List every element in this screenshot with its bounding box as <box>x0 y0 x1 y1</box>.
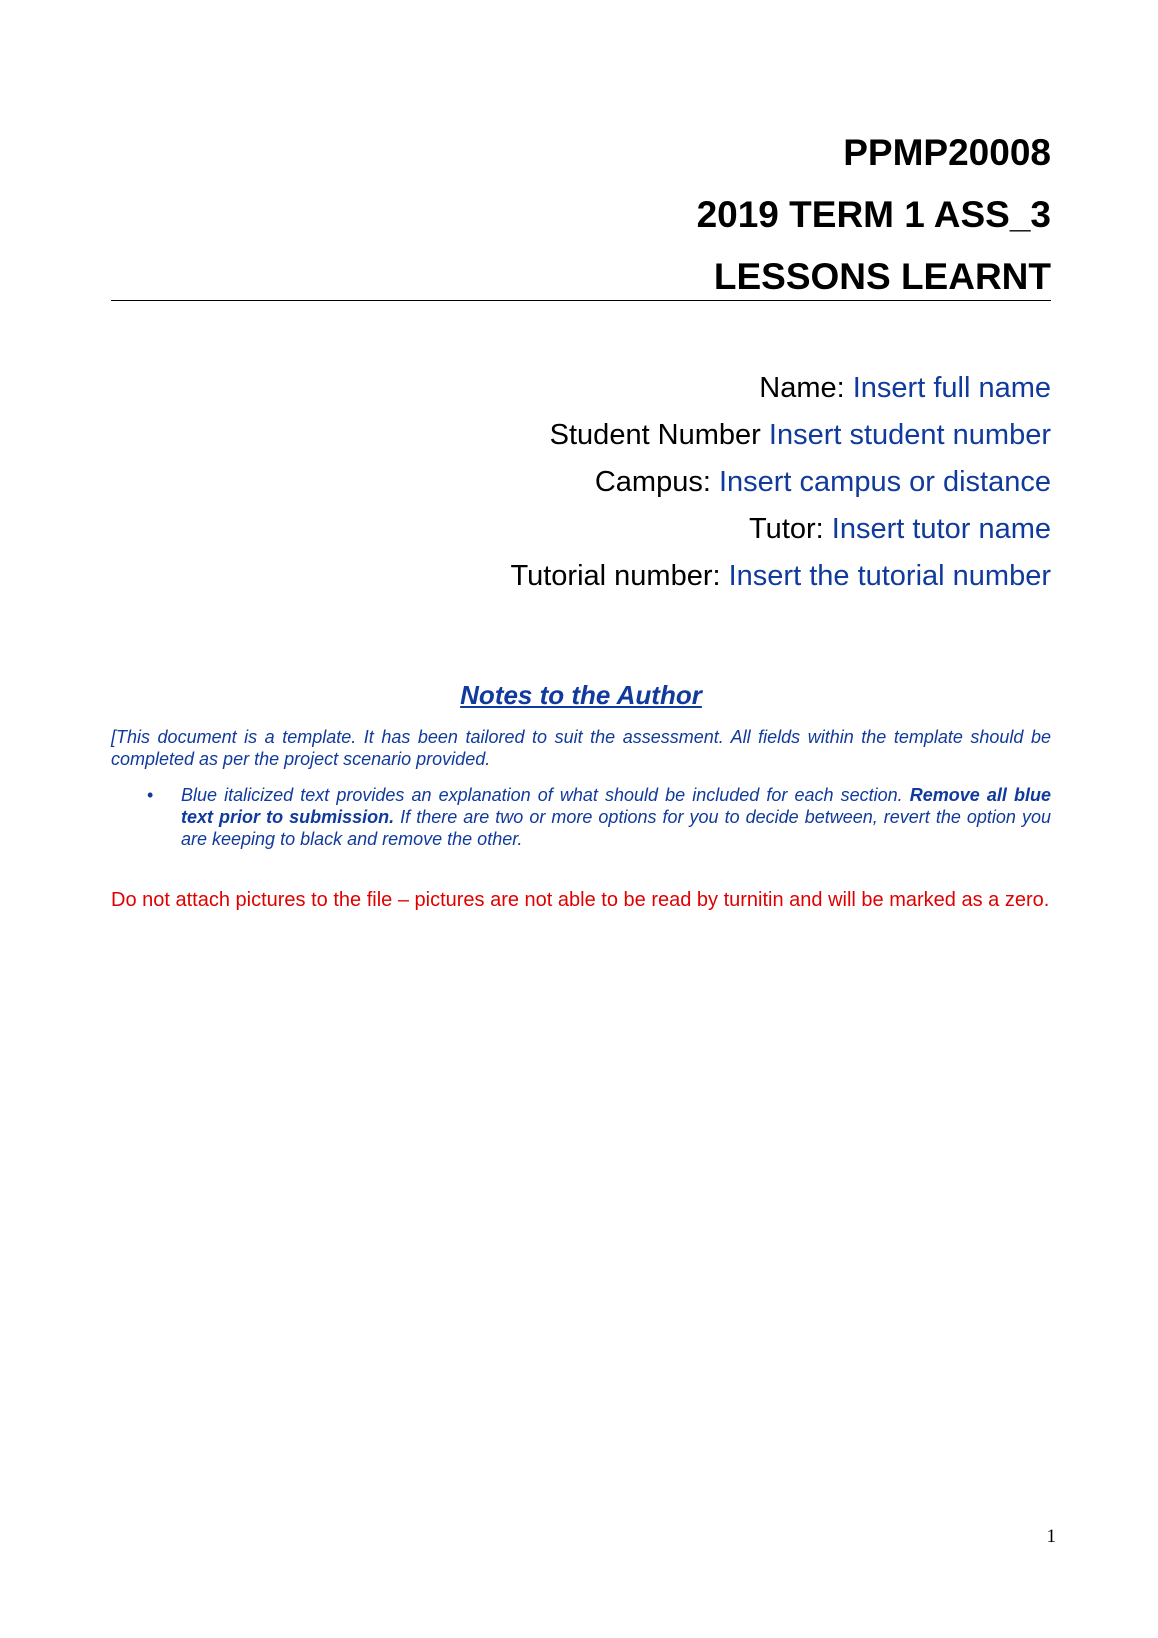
tutorial-number-row <box>111 553 1051 600</box>
page-number: 1 <box>1046 1526 1056 1547</box>
campus-row <box>111 459 1051 506</box>
campus-placeholder[interactable]: Insert campus or distance <box>718 466 1051 498</box>
name-row <box>111 365 1051 412</box>
name-label: Name: <box>759 372 853 404</box>
document-title: LESSONS LEARNT <box>713 256 1051 297</box>
assessment-title: 2019 TERM 1 ASS_3 <box>696 194 1051 235</box>
title-block <box>111 122 1051 308</box>
name-placeholder[interactable]: Insert full name <box>852 372 1051 404</box>
notes-heading: Notes to the Author <box>460 680 702 710</box>
bullet-text-prefix: Blue italicized text provides an explanation of what should be included for each section. <box>181 785 910 805</box>
tutorial-number-label: Tutorial number: <box>510 560 729 592</box>
student-number-label: Student Number <box>549 419 769 451</box>
bullet-icon: • <box>147 785 154 805</box>
notes-intro: [This document is a template. It has been tailored to suit the assessment. All fields within the template should be completed as per the project scenario provided. <box>111 727 1051 769</box>
bullet-text <box>181 784 1051 850</box>
title-divider <box>111 300 1051 301</box>
tutor-row <box>111 506 1051 553</box>
student-number-placeholder[interactable]: Insert student number <box>768 419 1051 451</box>
student-number-row <box>111 412 1051 459</box>
student-info <box>111 365 1051 600</box>
bullet-text-bold: Remove all blue text prior to submission. <box>181 785 1051 827</box>
notes-bullet <box>111 784 1051 850</box>
tutor-placeholder[interactable]: Insert tutor name <box>831 513 1051 545</box>
warning-text: Do not attach pictures to the file – pictures are not able to be read by turnitin and will be marked as a zero. <box>111 889 1050 911</box>
course-code: PPMP20008 <box>843 132 1051 173</box>
campus-label: Campus: <box>594 466 719 498</box>
bullet-text-suffix: If there are two or more options for you to decide between, revert the option you are keeping to black and remove the other. <box>181 807 1051 849</box>
tutorial-number-placeholder[interactable]: Insert the tutorial number <box>728 560 1051 592</box>
tutor-label: Tutor: <box>749 513 832 545</box>
